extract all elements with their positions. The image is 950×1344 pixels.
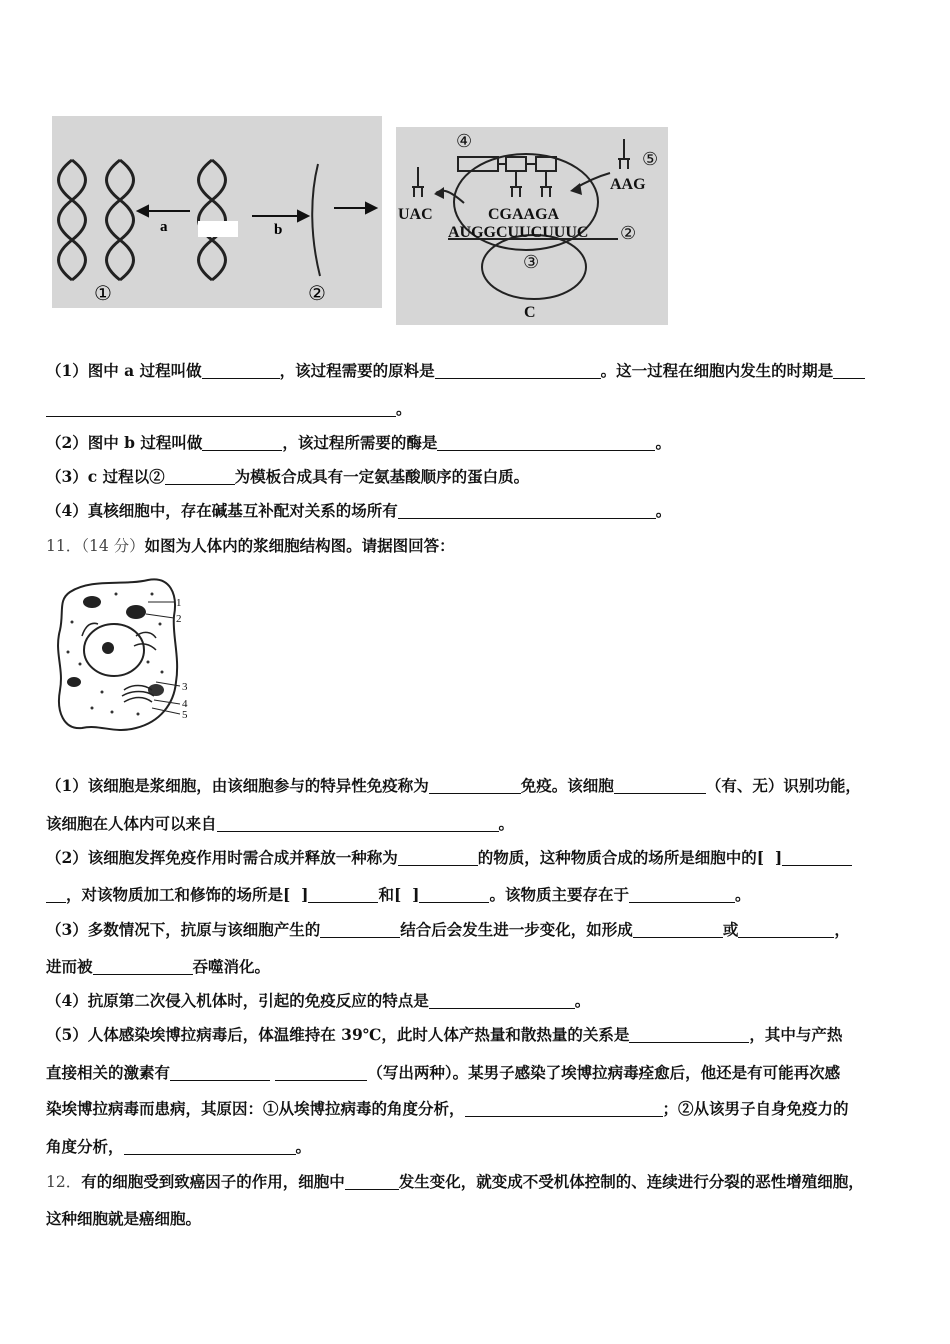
q11-part2-line2: ，对该物质加工和修饰的场所是[ ] 和[ ] 。该物质主要存在于 。 [46, 885, 750, 905]
label-c: C [524, 304, 536, 321]
q11-part5-line3: 染埃博拉病毒而患病，其原因：①从埃博拉病毒的角度分析， ；②从该男子自身免疫力的 [46, 1099, 849, 1118]
q10-part2: （2）图中 b 过程叫做 ，该过程所需要的酶是 。 [46, 433, 671, 452]
q11-part1-line1: （1）该细胞是浆细胞，由该细胞参与的特异性免疫称为 免疫。该细胞 （有、无）识别功能， [46, 776, 861, 795]
q11-part4: （4）抗原第二次侵入机体时，引起的免疫反应的特点是 。 [46, 991, 591, 1010]
label-5: ⑤ [642, 149, 659, 170]
q11-part5-line1: （5）人体感染埃博拉病毒后，体温维持在 39℃，此时人体产热量和散热量的关系是 ，其中与产热 [46, 1025, 843, 1044]
answer-blank[interactable] [170, 1065, 270, 1081]
cell-label-2: 2 [176, 613, 182, 625]
figure-translation [396, 127, 668, 325]
answer-blank[interactable] [782, 850, 852, 866]
answer-blank[interactable] [202, 363, 280, 379]
answer-blank[interactable] [629, 887, 735, 903]
answer-blank[interactable] [124, 1139, 296, 1155]
answer-blank[interactable] [345, 1174, 399, 1190]
label-b: b [274, 222, 283, 238]
answer-blank[interactable] [320, 922, 400, 938]
q10-part1-line1: （1）图中 a 过程叫做 ，该过程需要的原料是 。这一过程在细胞内发生的时期是 [46, 361, 865, 381]
q11-stem: 11．（14 分）如图为人体内的浆细胞结构图。请据图回答： [46, 536, 455, 555]
answer-blank[interactable] [165, 469, 235, 485]
label-uac: UAC [398, 206, 433, 223]
answer-blank[interactable] [629, 1027, 749, 1043]
answer-blank[interactable] [93, 959, 193, 975]
answer-blank[interactable] [275, 1065, 367, 1081]
q10-part4: （4）真核细胞中，存在碱基互补配对关系的场所有 。 [46, 501, 672, 520]
figure-plasma-cell [52, 572, 202, 740]
answer-blank[interactable] [633, 922, 723, 938]
q12-line1: 12．有的细胞受到致癌因子的作用，细胞中 发生变化，就变成不受机体控制的、连续进行分裂的恶性增殖细胞， [46, 1172, 864, 1191]
answer-blank[interactable] [437, 435, 655, 451]
answer-blank[interactable] [429, 778, 521, 794]
q10-part3: （3）c 过程以② 为模板合成具有一定氨基酸顺序的蛋白质。 [46, 467, 530, 486]
q11-part3-line2: 进而被 吞噬消化。 [46, 957, 271, 976]
q10-part1-line2: 。 [46, 399, 412, 419]
label-mrna-sequence: AUGGCUUCUUUC [448, 224, 589, 241]
label-circle-2: ② [308, 281, 326, 305]
label-aag: AAG [610, 176, 646, 193]
q11-part5-line4: 角度分析， 。 [46, 1137, 312, 1156]
answer-blank[interactable] [398, 503, 656, 519]
answer-blank[interactable] [202, 435, 282, 451]
answer-blank[interactable] [308, 887, 378, 903]
answer-blank[interactable] [398, 850, 478, 866]
q12-line2: 这种细胞就是癌细胞。 [46, 1209, 202, 1228]
answer-blank[interactable] [46, 401, 396, 417]
figure-dna-processes [52, 116, 382, 308]
answer-blank[interactable] [435, 363, 601, 379]
cell-label-1: 1 [176, 597, 182, 609]
answer-blank[interactable] [738, 922, 834, 938]
answer-blank[interactable] [465, 1101, 663, 1117]
label-2: ② [620, 223, 637, 244]
answer-blank[interactable] [833, 363, 865, 379]
q11-part1-line2: 该细胞在人体内可以来自 。 [46, 814, 515, 833]
label-cgaaga: CGAAGA [488, 206, 560, 223]
answer-blank[interactable] [614, 778, 706, 794]
q11-part3-line1: （3）多数情况下，抗原与该细胞产生的 结合后会发生进一步变化，如形成 或 ， [46, 920, 850, 939]
answer-blank[interactable] [429, 993, 575, 1009]
cell-label-4: 4 [182, 698, 188, 710]
cell-label-3: 3 [182, 681, 188, 693]
label-3: ③ [523, 252, 540, 273]
answer-blank[interactable] [419, 887, 489, 903]
cell-label-5: 5 [182, 709, 188, 721]
q11-part2-line1: （2）该细胞发挥免疫作用时需合成并释放一种称为 的物质，这种物质合成的场所是细胞中的[ ] [46, 848, 852, 868]
label-4: ④ [456, 131, 473, 152]
q11-part5-line2: 直接相关的激素有 （写出两种）。某男子感染了埃博拉病毒痊愈后，他还是有可能再次感 [46, 1063, 841, 1082]
answer-blank[interactable] [217, 816, 499, 832]
answer-blank[interactable] [46, 887, 66, 903]
label-a: a [160, 219, 168, 235]
label-circle-1: ① [94, 281, 112, 305]
